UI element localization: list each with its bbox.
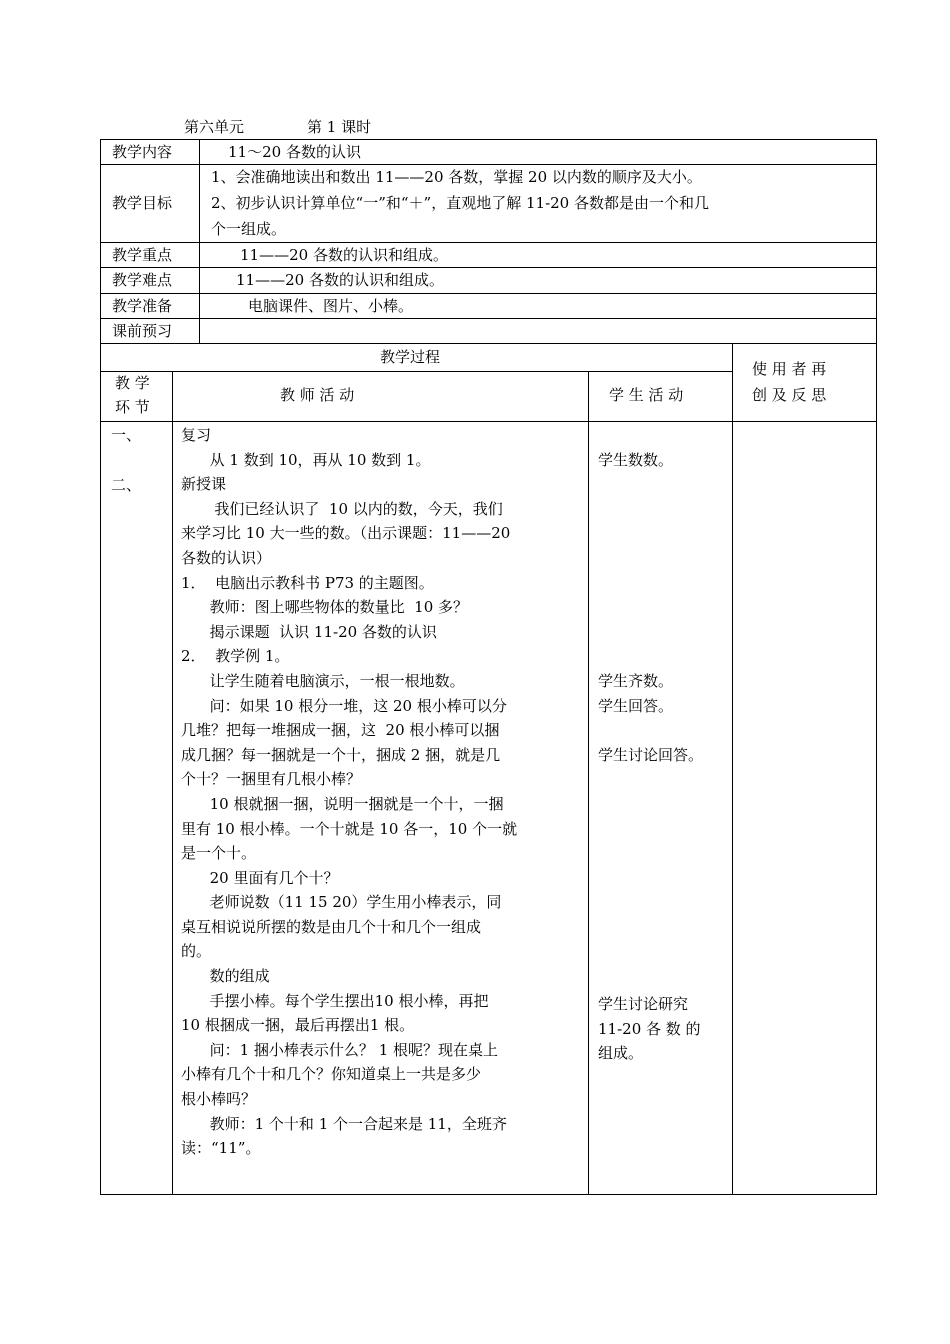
student-note-line: 学生齐数。 <box>598 672 674 690</box>
stage-marker-2: 二、 <box>111 476 142 494</box>
teacher-line: 根小棒吗？ <box>181 1090 257 1109</box>
student-note-line: 11-20 各 数 的 <box>598 1019 701 1038</box>
teacher-line: 让学生随着电脑演示，一根一根地数。 <box>181 671 465 690</box>
teacher-line: 里有 10 根小棒。一个十就是 10 各一，10 个一就 <box>181 819 518 838</box>
teacher-line: 老师说数（11 15 20）学生用小棒表示，同 <box>181 893 502 912</box>
student-note-line: 学生回答。 <box>598 697 674 715</box>
teacher-line: 10 根捆成一捆，最后再摆出1 根。 <box>181 1016 415 1035</box>
teacher-line: 来学习比 10 大一些的数。（出示课题：11——20 <box>181 524 511 543</box>
teacher-line: 1． 电脑出示教科书 P73 的主题图。 <box>181 573 434 592</box>
teacher-line: 2． 教学例 1。 <box>181 647 290 666</box>
teacher-line: 从 1 数到 10，再从 10 数到 1。 <box>181 450 431 469</box>
teacher-line: 数的组成 <box>181 967 270 986</box>
label-preparation: 教学准备 <box>112 297 173 315</box>
label-preview: 课前预习 <box>112 322 173 340</box>
value-preparation: 电脑课件、图片、小棒。 <box>248 297 414 315</box>
value-objective-2: 2、初步认识计算单位“一”和“＋”，直观地了解 11-20 各数都是由一个和几 <box>211 194 709 212</box>
teacher-line: 20 里面有几个十？ <box>181 868 339 887</box>
student-note-line: 学生讨论回答。 <box>598 746 704 764</box>
teacher-line: 是一个十。 <box>181 844 257 863</box>
teacher-line: 揭示课题 认识 11-20 各数的认识 <box>181 622 437 641</box>
teacher-line: 的。 <box>181 942 212 961</box>
header-stage-line-2: 环 节 <box>115 398 150 416</box>
label-content: 教学内容 <box>112 143 173 161</box>
header-reflection-line-2: 创 及 反 思 <box>752 386 827 404</box>
teacher-line: 几堆？把每一堆捆成一捆，这 20 根小棒可以捆 <box>181 721 500 740</box>
lesson-label: 第 1 课时 <box>307 118 372 136</box>
teacher-line: 成几捆？每一捆就是一个十，捆成 2 捆，就是几 <box>181 745 501 764</box>
process-title: 教学过程 <box>380 348 441 366</box>
value-focus: 11——20 各数的认识和组成。 <box>240 246 448 264</box>
student-note-line: 学生讨论研究 <box>598 995 689 1013</box>
teacher-line: 我们已经认识了 10 以内的数，今天，我们 <box>181 499 503 518</box>
student-note-line: 学生数数。 <box>598 451 674 469</box>
value-content: 11～20 各数的认识 <box>228 143 361 161</box>
value-difficulty: 11——20 各数的认识和组成。 <box>236 271 444 289</box>
teacher-line: 新授课 <box>181 475 227 494</box>
teacher-line: 手摆小棒。每个学生摆出10 根小棒，再把 <box>181 991 489 1010</box>
teacher-activity-text <box>181 423 517 1161</box>
teacher-line: 10 根就捆一捆，说明一捆就是一个十，一捆 <box>181 794 504 813</box>
header-teacher-activity: 教 师 活 动 <box>280 386 355 404</box>
teacher-line: 个十？一捆里有几根小棒？ <box>181 770 362 789</box>
teacher-line: 各数的认识） <box>181 548 272 567</box>
header-stage-line-1: 教 学 <box>115 374 150 392</box>
teacher-line: 小棒有几个十和几个？你知道桌上一共是多少 <box>181 1065 482 1084</box>
value-objective-3: 个一组成。 <box>211 220 287 238</box>
label-difficulty: 教学难点 <box>112 271 173 289</box>
student-note-line: 组成。 <box>598 1044 644 1063</box>
teacher-line: 读：“11”。 <box>181 1139 261 1158</box>
label-focus: 教学重点 <box>112 246 173 264</box>
student-note <box>598 669 673 694</box>
student-note <box>598 992 701 1066</box>
teacher-line: 问：1 捆小棒表示什么？ 1 根呢？现在桌上 <box>181 1040 499 1059</box>
label-objectives: 教学目标 <box>112 194 173 212</box>
header-reflection-line-1: 使 用 者 再 <box>752 360 827 378</box>
teacher-line: 问：如果 10 根分一堆，这 20 根小棒可以分 <box>181 696 507 715</box>
student-note <box>598 694 673 719</box>
stage-marker-1: 一、 <box>111 426 142 444</box>
header-student-activity: 学 生 活 动 <box>609 386 684 404</box>
teacher-line: 桌互相说说所摆的数是由几个十和几个一组成 <box>181 917 482 936</box>
student-note <box>598 448 673 473</box>
teacher-line: 教师：图上哪些物体的数量比 10 多？ <box>181 598 469 617</box>
teacher-line: 复习 <box>181 426 212 444</box>
value-objective-1: 1、会准确地读出和数出 11——20 各数，掌握 20 以内数的顺序及大小。 <box>211 168 702 186</box>
teacher-line: 教师：1 个十和 1 个一合起来是 11，全班齐 <box>181 1114 507 1133</box>
student-note <box>598 743 703 768</box>
unit-label: 第六单元 <box>184 118 245 136</box>
